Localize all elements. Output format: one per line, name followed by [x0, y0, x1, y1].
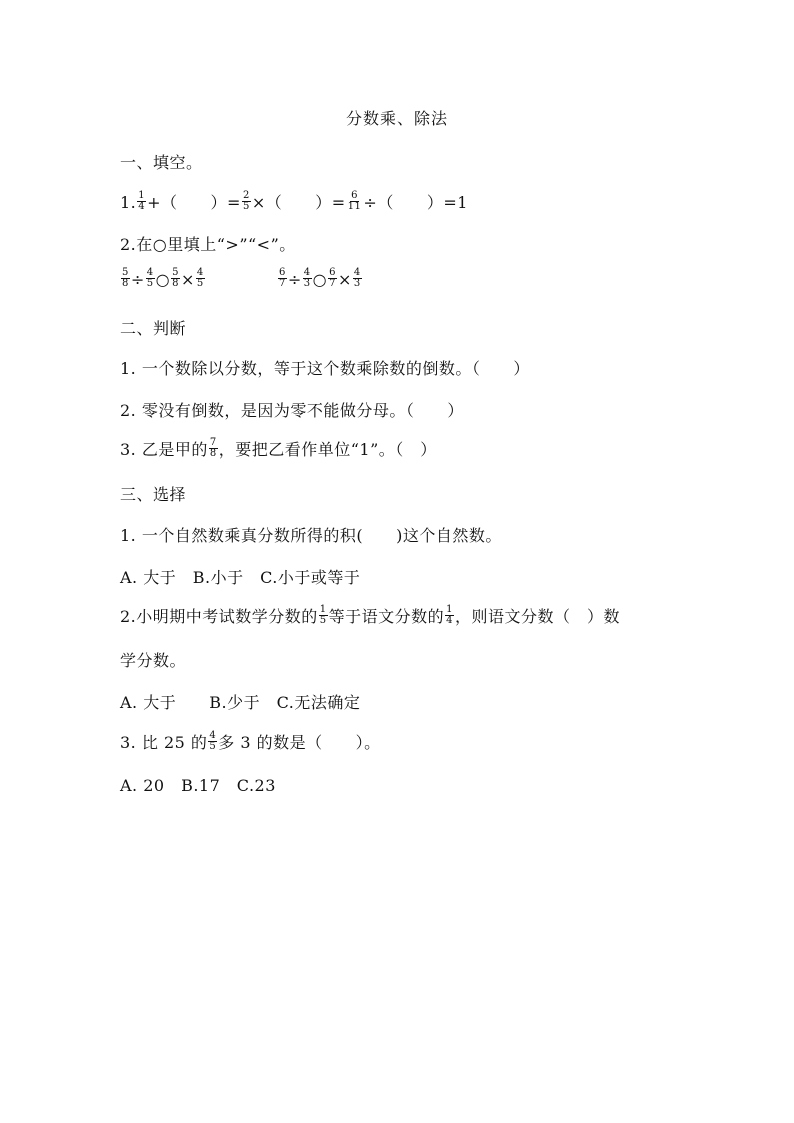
fraction: $\frac{4}{5}$	[209, 730, 217, 752]
section-judge-heading: 二、判断	[120, 319, 187, 338]
question-number: 1.	[120, 193, 137, 212]
divide-sign: ÷	[130, 270, 145, 289]
choose-question-2-continued: 学分数。	[120, 651, 187, 670]
blank-text: +（ ）=	[147, 193, 241, 212]
divide-sign: ÷	[287, 270, 302, 289]
fraction: $\frac{4}{5}$	[196, 267, 204, 289]
fill-question-1	[120, 190, 468, 214]
fraction: $\frac{5}{8}$	[122, 267, 129, 289]
choose-question-2	[120, 604, 620, 628]
question-text: 2.小明期中考试数学分数的	[120, 607, 318, 626]
question-text: ，要把乙看作单位“1”。（ ）	[218, 440, 437, 459]
fraction: $\frac{1}{4}$	[446, 604, 454, 626]
answer-circle[interactable]: ○	[155, 270, 171, 289]
multiply-sign: ×	[181, 270, 195, 289]
question-text: 3. 比 25 的	[120, 733, 208, 752]
question-text: 多 3 的数是（ ）。	[218, 733, 381, 752]
section-choose-heading: 三、选择	[120, 485, 187, 504]
choose-question-1: 1. 一个自然数乘真分数所得的积( )这个自然数。	[120, 526, 502, 545]
fraction: $\frac{1}{5}$	[319, 604, 327, 626]
multiply-sign: ×	[338, 270, 352, 289]
fraction: $\frac{6}{7}$	[279, 267, 286, 289]
answer-circle[interactable]: ○	[312, 270, 328, 289]
choose-question-3	[120, 730, 381, 754]
fraction: $\frac{4}{3}$	[353, 267, 361, 289]
blank-text: ÷（ ）=1	[363, 193, 468, 212]
fraction: $\frac{6}{11}$	[347, 190, 362, 212]
choose-options-1: A. 大于 B.小于 C.小于或等于	[120, 568, 361, 587]
fraction: $\frac{2}{5}$	[242, 190, 250, 212]
compare-expression-b	[277, 267, 363, 291]
fraction: $\frac{7}{8}$	[209, 437, 217, 459]
fill-question-2: 2.在○里填上“>”“<”。	[120, 235, 296, 254]
fraction: $\frac{4}{5}$	[146, 267, 154, 289]
section-fill-heading: 一、填空。	[120, 153, 203, 172]
question-text: 3. 乙是甲的	[120, 440, 208, 459]
choose-options-2: A. 大于 B.少于 C.无法确定	[120, 693, 361, 712]
judge-question-3	[120, 437, 437, 461]
question-text: ，则语文分数（ ）数	[455, 607, 621, 626]
fraction: $\frac{5}{8}$	[172, 267, 179, 289]
judge-question-1: 1. 一个数除以分数，等于这个数乘除数的倒数。（ ）	[120, 359, 530, 378]
choose-options-3: A. 20 B.17 C.23	[120, 776, 276, 795]
question-text: 等于语文分数的	[328, 607, 445, 626]
fraction: $\frac{4}{3}$	[303, 267, 311, 289]
page-title: 分数乘、除法	[345, 109, 448, 128]
fraction: $\frac{1}{4}$	[138, 190, 146, 212]
compare-expression-a	[120, 267, 206, 291]
judge-question-2: 2. 零没有倒数，是因为零不能做分母。（ ）	[120, 401, 464, 420]
blank-text: ×（ ）=	[251, 193, 346, 212]
fraction: $\frac{6}{7}$	[329, 267, 336, 289]
